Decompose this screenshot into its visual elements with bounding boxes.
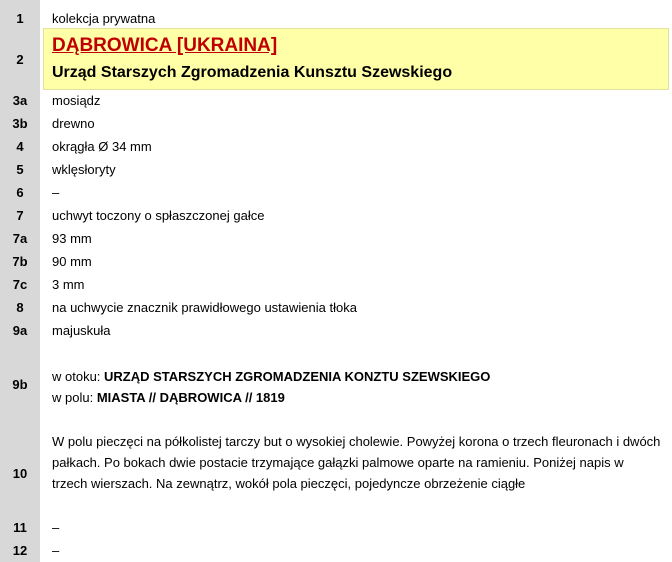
field-label: w polu: (52, 390, 97, 405)
row-number: 7c (12, 276, 28, 292)
dimension-c-value: 3 mm (52, 276, 85, 292)
shape-value: okrągła Ø 34 mm (52, 138, 152, 154)
material-handle-value: drewno (52, 115, 95, 131)
row-number: 6 (16, 184, 24, 200)
row-number: 10 (12, 465, 28, 481)
rim-label: w otoku: (52, 369, 105, 384)
row-number: 3a (12, 92, 28, 108)
row-number: 5 (16, 161, 24, 177)
row-12 (0, 538, 672, 562)
seal-description: W polu pieczęci na półkolistej tarczy but o wysokiej cholewie. Powyżej korona o trzech fleuronach i dwóch pałkach. Po bokach dwie postacie trzymające gałązki palmowe oparte na ramieniu. Poniżej napis w trzech wierszach. Na zewnątrz, wokół pola pieczęci, pojedyncze obrzeżenie ciągłe (52, 434, 661, 491)
dimension-b-value: 90 mm (52, 253, 92, 269)
row-number: 9b (12, 376, 28, 392)
row-7a (0, 226, 672, 250)
institution-subtitle: Urząd Starszych Zgromadzenia Kunsztu Szewskiego (52, 64, 453, 81)
row-1 (0, 6, 672, 30)
row-number: 7 (16, 207, 24, 223)
technique-value: wklęsłoryty (52, 161, 116, 177)
material-seal-value: mosiądz (52, 92, 101, 108)
row-5 (0, 157, 672, 181)
script-value: majuskuła (52, 322, 111, 338)
row-number: 8 (16, 299, 24, 315)
row-8 (0, 295, 672, 319)
dimension-a-value: 93 mm (52, 230, 92, 246)
row-number: 7a (12, 230, 28, 246)
row-9a (0, 318, 672, 342)
row-number: 9a (12, 322, 28, 338)
row-4 (0, 134, 672, 158)
row-6 (0, 180, 672, 204)
row-7c (0, 272, 672, 296)
row-number: 7b (12, 253, 28, 269)
field-6-value: – (52, 184, 60, 200)
row-7b (0, 249, 672, 273)
field-12-value: – (52, 542, 60, 558)
row-number: 1 (16, 10, 24, 26)
row-number: 11 (13, 519, 27, 535)
collection-value: kolekcja prywatna (52, 10, 156, 26)
row-3b (0, 111, 672, 135)
inscription-field (52, 387, 285, 408)
row-11 (0, 515, 672, 539)
row-number: 4 (16, 138, 24, 154)
rim-inscription: URZĄD STARSZYCH ZGROMADZENIA KONZTU SZEWSKIEGO (104, 369, 491, 384)
inscription-rim (52, 366, 490, 387)
marker-value: na uchwycie znacznik prawidłowego ustawienia tłoka (52, 299, 357, 315)
row-number: 3b (12, 115, 28, 131)
row-number: 2 (16, 51, 24, 67)
row-7 (0, 203, 672, 227)
row-3a (0, 89, 672, 111)
field-11-value: – (52, 519, 60, 535)
row-number: 12 (12, 542, 28, 558)
handle-description-value: uchwyt toczony o spłaszczonej gałce (52, 207, 265, 223)
location-title-link[interactable]: DĄBROWICA [UKRAINA] (52, 35, 278, 56)
field-inscription: MIASTA // DĄBROWICA // 1819 (96, 390, 285, 405)
